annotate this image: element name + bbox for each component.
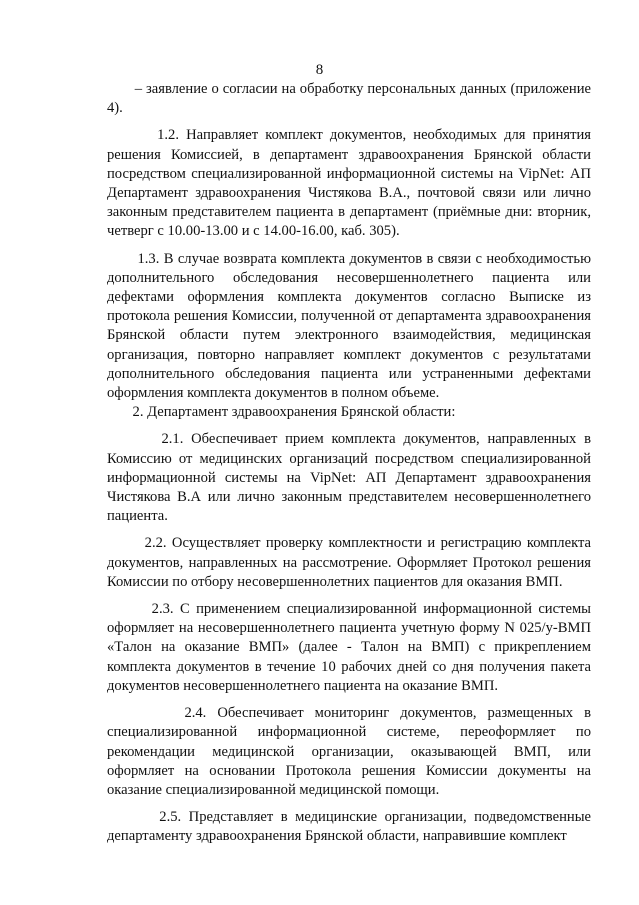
paragraph-consent: – заявление о согласии на обработку персональных данных (приложение 4). [107, 81, 591, 117]
paragraph-2: 2. Департамент здравоохранения Брянской области: [107, 404, 456, 421]
page-number: 8 [315, 62, 324, 78]
paragraph-2-2: 2.2. Осуществляет проверку комплектности и регистрацию комплекта документов, направленных на рассмотрение. Оформляет Протокол решения Комиссии по отбору несовершеннолетних пациентов для оказания ВМП. [107, 535, 591, 590]
paragraph-2-4: 2.4. Обеспечивает мониторинг документов, размещенных в специализированной информационной системе, переоформляет по рекомендации медицинской организации, оказывающей ВМП, или оформляет на основании Протокола решения Комиссии документы на оказание специализированной медицинской помощи. [107, 705, 591, 798]
document-body [107, 80, 591, 847]
paragraph-2-3: 2.3. С применением специализированной информационной системы оформляет на несовершеннолетнего пациента учетную форму N 025/у-ВМП «Талон на оказание ВМП» (далее - Талон на ВМП) с прикреплением комплекта документов в течение 10 рабочих дней со дня получения пакета документов несовершеннолетнего пациента на оказание ВМП. [107, 601, 591, 694]
paragraph-2-5: 2.5. Представляет в медицинские организации, подведомственные департаменту здравоохранения Брянской области, направившие комплект [107, 809, 591, 845]
paragraph-2-1: 2.1. Обеспечивает прием комплекта документов, направленных в Комиссию от медицинских организаций посредством специализированной информационной системы на VipNet: АП Департамент здравоохранения Чистякова В.А или лично законным представителем несовершеннолетнего пациента. [107, 431, 591, 525]
paragraph-1-2: 1.2. Направляет комплект документов, необходимых для принятия решения Комиссией, в департамент здравоохранения Брянской области посредством специализированной информационной системы на VipNet: АП Департамент здравоохранения Чистякова В.А., почтовой связи или лично законным представителем пациента в департамент (приёмные дни: вторник, четверг с 10.00-13.00 и с 14.00-16.00, каб. 305). [107, 127, 591, 240]
paragraph-1-3: 1.3. В случае возврата комплекта документов в связи с необходимостью дополнительного обследования несовершеннолетнего пациента или дефектами оформления комплекта документов согласно Выписке из протокола решения Комиссии, полученной от департамента здравоохранения Брянской области путем электронного взаимодействия, медицинская организация, повторно направляет комплект документов с результатами дополнительного обследования пациента или устраненными дефектами оформления комплекта документов в полном объеме. [107, 250, 591, 402]
